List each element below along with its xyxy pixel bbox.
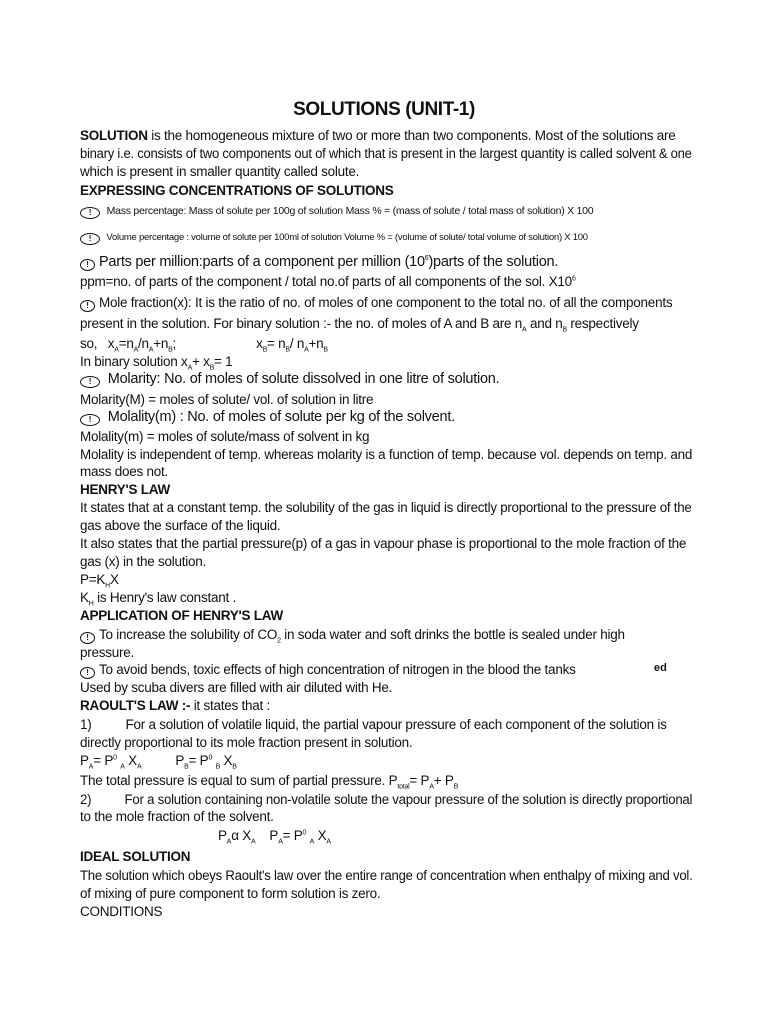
- ideal-line-2: of mixing of pure component to form solution is zero.: [80, 886, 381, 901]
- application-2-text: To avoid bends, toxic effects of high concentration of nitrogen in the blood the tanks: [99, 662, 576, 677]
- application-1-text-b: in soda water and soft drinks the bottle is sealed under high: [280, 627, 625, 642]
- molality-heading-text: Molality(m) : No. of moles of solute per kg of the solvent.: [107, 409, 455, 425]
- volume-percentage-line: [80, 229, 692, 246]
- so-label: so,: [80, 336, 98, 351]
- henry-const-sub: H: [88, 600, 94, 606]
- raoult-point-2-number: 2): [80, 792, 92, 807]
- solution-term: SOLUTION: [80, 128, 148, 143]
- henry-equation: [80, 571, 692, 588]
- raoult-heading-line: [80, 697, 692, 714]
- ideal-line-1: The solution which obeys Raoult's law over the entire range of concentration when enthalpy of mixing and vol.: [80, 868, 693, 883]
- application-1-text-a: To increase the solubility of CO: [99, 627, 278, 642]
- raoult-heading-tail: it states that :: [190, 698, 270, 713]
- henry-line-3: It also states that the partial pressure(p) of a gas in vapour phase is proportional to the mole fraction of the: [80, 536, 687, 551]
- raoult-point-2-cont: to the mole fraction of the solvent.: [80, 809, 274, 824]
- intro-line-3: which is present in smaller quantity called solute.: [80, 164, 360, 179]
- raoult-heading: RAOULT'S LAW :-: [80, 698, 191, 713]
- clock-bullet-icon: !: [80, 667, 95, 679]
- ppm-definition: [80, 273, 692, 290]
- application-heading: APPLICATION OF HENRY'S LAW: [80, 608, 283, 623]
- henry-const-b: is Henry's law constant .: [93, 590, 236, 605]
- henry-eq-a: P=K: [80, 572, 106, 587]
- clock-bullet-icon: !: [80, 207, 100, 219]
- stray-mark: ed: [654, 662, 667, 674]
- henry-const-a: K: [80, 590, 89, 605]
- ppm-text-a: Parts per million:parts of a component per million (10: [99, 254, 425, 270]
- clock-bullet-icon: !: [80, 259, 95, 271]
- molality-note-1: Molality is independent of temp. whereas molarity is a function of temp. because vol. depends on temp. and: [80, 447, 692, 462]
- mole-fraction-line-2: [80, 315, 692, 332]
- mole-fraction-equations: so, $x_A=n_A/n_A+n_B$; $x_B= n_B/$ $n_A+n_B$: [80, 336, 328, 352]
- raoult-equations: $P_A= P^0$ $_A$ $X_A$ $P_B= P^0$ $_B$ $X_B$: [80, 753, 237, 769]
- total-pressure-text: The total pressure is equal to sum of partial pressure.: [80, 773, 386, 788]
- conditions-label: CONDITIONS: [80, 904, 163, 919]
- henrys-law-heading: HENRY'S LAW: [80, 482, 170, 497]
- clock-bullet-icon: !: [80, 632, 95, 644]
- mole-fraction-text-2a: present in the solution. For binary solution :- the no. of moles of A and B are n: [80, 316, 523, 331]
- ppm-superscript: 6: [424, 255, 429, 263]
- binary-text-b: + x: [191, 354, 210, 369]
- raoult-proportionality: $P_A\alpha$ $X_A$ $P_A= P^0$ $_A$ $X_A$: [218, 828, 331, 844]
- raoult-point-2-text: For a solution containing non-volatile solute the vapour pressure of the solution is directly proportional: [124, 792, 692, 807]
- application-1-cont: pressure.: [80, 645, 135, 660]
- mole-fraction-text-2b: and n: [526, 316, 563, 331]
- mole-fraction-sub-a: A: [522, 326, 527, 332]
- henry-eq-sub: H: [105, 582, 110, 588]
- ppm-definition-superscript: 6: [571, 275, 576, 283]
- henry-line-4: gas (x) in the solution.: [80, 554, 207, 569]
- intro-line-2: binary i.e. consists of two components out of which that is present in the largest quantity is called solvent & one: [80, 146, 692, 161]
- molarity-heading: [80, 371, 692, 388]
- application-1: [80, 626, 692, 644]
- application-2: [80, 661, 692, 679]
- mole-fraction-line-1: [80, 294, 692, 312]
- molarity-equation: Molarity(M) = moles of solute/ vol. of solution in litre: [80, 392, 374, 407]
- clock-bullet-icon: !: [80, 300, 95, 312]
- binary-solution-line: In binary solution $x_A+ x_B= 1$: [80, 354, 233, 370]
- co2-subscript: 2: [277, 637, 281, 644]
- raoult-point-2: [80, 791, 692, 808]
- ppm-text-b: )parts of the solution.: [428, 254, 559, 270]
- binary-text-c: = 1: [214, 354, 233, 369]
- mass-percentage-line: [80, 203, 692, 220]
- henry-constant: [80, 589, 692, 606]
- raoult-point-1-text: For a solution of volatile liquid, the partial vapour pressure of each component of the solution is: [125, 717, 667, 732]
- raoult-point-1-number: 1): [80, 717, 92, 732]
- ppm-definition-text: ppm=no. of parts of the component / total no.of parts of all components of the sol. X10: [80, 274, 572, 289]
- henry-line-1: It states that at a constant temp. the solubility of the gas in liquid is directly proportional to the pressure of the: [80, 500, 692, 515]
- mole-fraction-text-1: Mole fraction(x): It is the ratio of no. of moles of one component to the total no. of all the components: [99, 295, 673, 310]
- clock-bullet-icon: !: [80, 233, 100, 245]
- clock-bullet-icon: !: [80, 376, 100, 388]
- page-title: SOLUTIONS (UNIT-1): [293, 99, 475, 120]
- molarity-heading-text: Molarity: No. of moles of solute dissolved in one litre of solution.: [107, 371, 500, 387]
- heading-expressing-concentrations: EXPRESSING CONCENTRATIONS OF SOLUTIONS: [80, 183, 394, 198]
- intro-line-1: [80, 127, 692, 144]
- intro-text-1: is the homogeneous mixture of two or more than two components. Most of the solutions are: [147, 128, 676, 143]
- molality-equation: Molality(m) = moles of solute/mass of solvent in kg: [80, 429, 370, 444]
- binary-text-a: In binary solution x: [80, 354, 188, 369]
- henry-eq-b: X: [109, 572, 119, 587]
- raoult-point-1: [80, 716, 692, 733]
- raoult-point-1-cont: directly proportional to its mole fraction present in solution.: [80, 735, 413, 750]
- volume-percentage-text: Volume percentage : volume of solute per 100ml of solution Volume % = (volume of solute/ total volume of solution) X 100: [106, 232, 588, 243]
- mole-fraction-text-2c: respectively: [566, 316, 639, 331]
- mole-fraction-sub-b: B: [562, 326, 567, 332]
- total-pressure-line: The total pressure is equal to sum of partial pressure. $P_{total}= P_A+ P_B$: [80, 773, 459, 789]
- molality-note-2: mass does not.: [80, 464, 169, 479]
- application-3: Used by scuba divers are filled with air diluted with He.: [80, 680, 393, 695]
- molality-heading: [80, 409, 692, 426]
- clock-bullet-icon: !: [80, 414, 100, 426]
- ppm-line: [80, 254, 692, 271]
- ideal-solution-heading: IDEAL SOLUTION: [80, 849, 191, 864]
- mass-percentage-text: Mass percentage: Mass of solute per 100g of solution Mass % = (mass of solute / total mass of solution) X 100: [106, 205, 594, 217]
- henry-line-2: gas above the surface of the liquid.: [80, 518, 281, 533]
